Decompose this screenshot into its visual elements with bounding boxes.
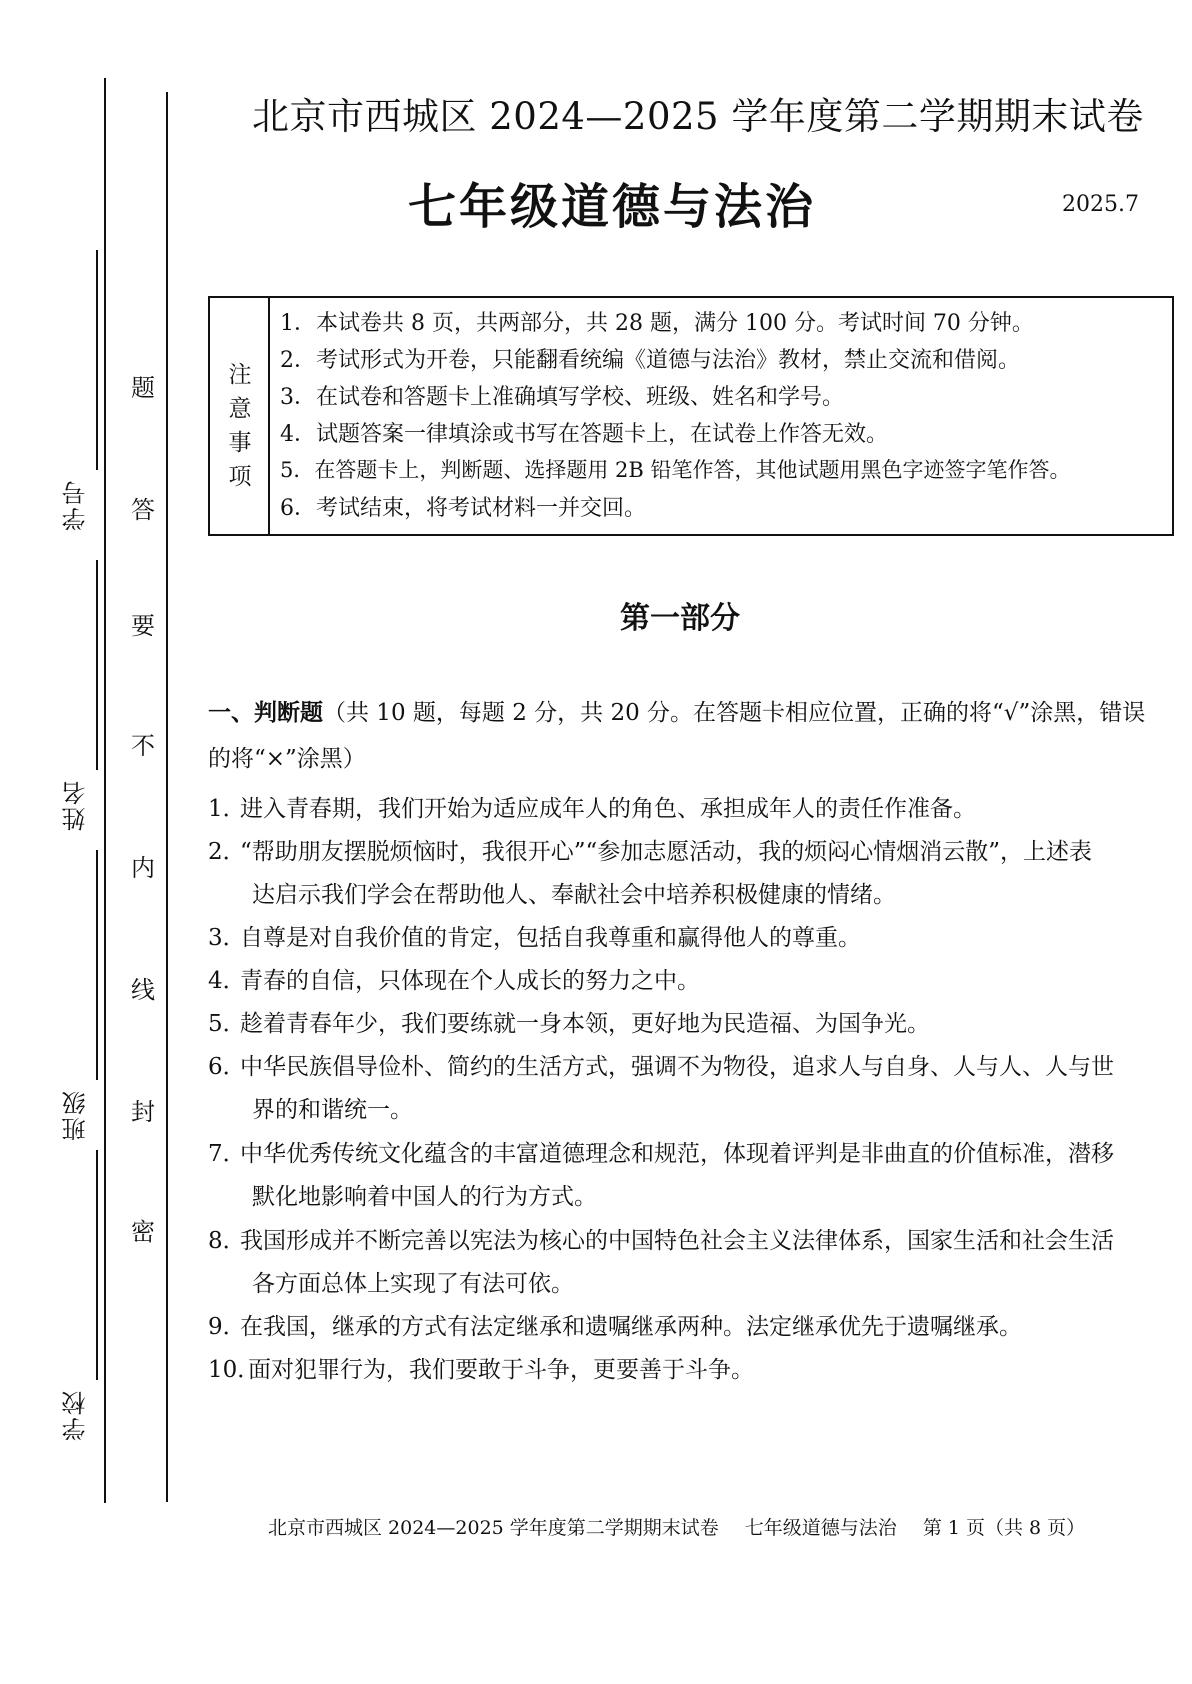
question-item: [208, 1133, 1168, 1219]
question-item: [208, 1220, 1168, 1306]
name-underline: [96, 560, 98, 770]
question-item: [208, 960, 1168, 1003]
question-item: [208, 831, 1168, 917]
question-number: 5．: [208, 1011, 246, 1037]
notice-heading-char: 注: [228, 362, 252, 388]
section-heading-instructions: （共 10 题，每题 2 分，共 20 分。在答题卡相应位置，正确的将“√”涂黑，错误的将“×”涂黑）: [208, 700, 1146, 772]
side-label-student-id: 学号: [62, 479, 90, 531]
notice-item: 3．在试卷和答题卡上准确填写学校、班级、姓名和学号。: [280, 385, 844, 410]
section-heading: [208, 690, 1168, 782]
question-text: 自尊是对自我价值的肯定，包括自我尊重和赢得他人的尊重。: [240, 925, 861, 951]
subject-title: 七年级道德与法治: [408, 179, 817, 235]
question-number: 8．: [208, 1228, 246, 1254]
question-text: 中华优秀传统文化蕴含的丰富道德理念和规范，体现着评判是非曲直的价值标准，潜移: [240, 1141, 1114, 1167]
question-item: [208, 1306, 1168, 1349]
footer-subject: 七年级道德与法治: [744, 1517, 897, 1539]
exam-date: 2025.7: [1062, 192, 1139, 217]
footer-exam-title: 北京市西城区 2024—2025 学年度第二学期期末试卷: [268, 1517, 719, 1539]
question-number: 10．: [208, 1357, 261, 1383]
warning-char: 答: [131, 496, 155, 524]
question-text: 中华民族倡导俭朴、简约的生活方式，强调不为物役，追求人与自身、人与人、人与世: [240, 1054, 1114, 1080]
question-text: 我国形成并不断完善以宪法为核心的中国特色社会主义法律体系，国家生活和社会生活: [240, 1228, 1114, 1254]
question-item: [208, 1046, 1168, 1132]
question-text: 青春的自信，只体现在个人成长的努力之中。: [240, 968, 700, 994]
notice-item: 6．考试结束，将考试材料一并交回。: [280, 496, 646, 521]
question-item: [208, 1003, 1168, 1046]
class-underline: [96, 850, 98, 1080]
question-number: 6．: [208, 1054, 246, 1080]
notice-heading-char: 事: [228, 430, 252, 456]
part-title: 第一部分: [620, 601, 740, 636]
question-text: “帮助朋友摆脱烦恼时，我很开心”“参加志愿活动，我的烦闷心情烟消云散”，上述表: [240, 839, 1093, 865]
side-label-class: 班级: [62, 1089, 90, 1141]
warning-char: 题: [131, 374, 155, 402]
question-item: [208, 788, 1168, 831]
question-text: 趁着青春年少，我们要练就一身本领，更好地为民造福、为国争光。: [240, 1011, 930, 1037]
question-text-continued: 界的和谐统一。: [252, 1097, 413, 1123]
side-label-name: 姓名: [62, 779, 90, 831]
question-number: 3．: [208, 925, 246, 951]
notice-item: 2．考试形式为开卷，只能翻看统编《道德与法治》教材，禁止交流和借阅。: [280, 348, 1020, 373]
notice-item: 5．在答题卡上，判断题、选择题用 2B 铅笔作答，其他试题用黑色字迹签字笔作答。: [280, 458, 1071, 482]
notice-heading: [210, 298, 270, 534]
page-footer: [268, 1513, 1111, 1540]
warning-char: 不: [131, 732, 155, 760]
notice-box: [208, 296, 1174, 536]
section-heading-label: 一、判断题: [208, 700, 323, 726]
question-number: 7．: [208, 1141, 246, 1167]
question-text-continued: 各方面总体上实现了有法可依。: [252, 1271, 574, 1297]
footer-page-number: 第 1 页（共 8 页）: [922, 1517, 1086, 1539]
warning-char: 封: [131, 1098, 155, 1126]
question-number: 9．: [208, 1314, 246, 1340]
question-text-continued: 默化地影响着中国人的行为方式。: [252, 1184, 597, 1210]
question-item: [208, 917, 1168, 960]
warning-char: 线: [131, 976, 155, 1004]
notice-heading-char: 项: [228, 464, 252, 490]
notice-item: 1．本试卷共 8 页，共两部分，共 28 题，满分 100 分。考试时间 70 分钟。: [280, 311, 1034, 336]
side-label-school: 学校: [62, 1389, 90, 1441]
binding-line-inner: [166, 92, 168, 1502]
student-id-underline: [96, 250, 98, 470]
notice-item: 4．试题答案一律填涂或书写在答题卡上，在试卷上作答无效。: [280, 422, 888, 447]
warning-char: 要: [131, 612, 155, 640]
question-number: 4．: [208, 968, 246, 994]
question-text: 在我国，继承的方式有法定继承和遗嘱继承两种。法定继承优先于遗嘱继承。: [240, 1314, 1022, 1340]
question-text-continued: 达启示我们学会在帮助他人、奉献社会中培养积极健康的情绪。: [252, 882, 896, 908]
warning-char: 内: [131, 854, 155, 882]
question-number: 1．: [208, 796, 246, 822]
school-underline: [96, 1150, 98, 1380]
question-text: 面对犯罪行为，我们要敢于斗争，更要善于斗争。: [248, 1357, 754, 1383]
exam-title: 北京市西城区 2024—2025 学年度第二学期期末试卷: [252, 95, 1144, 138]
notice-heading-char: 意: [228, 396, 252, 422]
question-text: 进入青春期，我们开始为适应成年人的角色、承担成年人的责任作准备。: [240, 796, 976, 822]
warning-char: 密: [131, 1218, 155, 1246]
question-item: [208, 1349, 1168, 1392]
question-number: 2．: [208, 839, 246, 865]
